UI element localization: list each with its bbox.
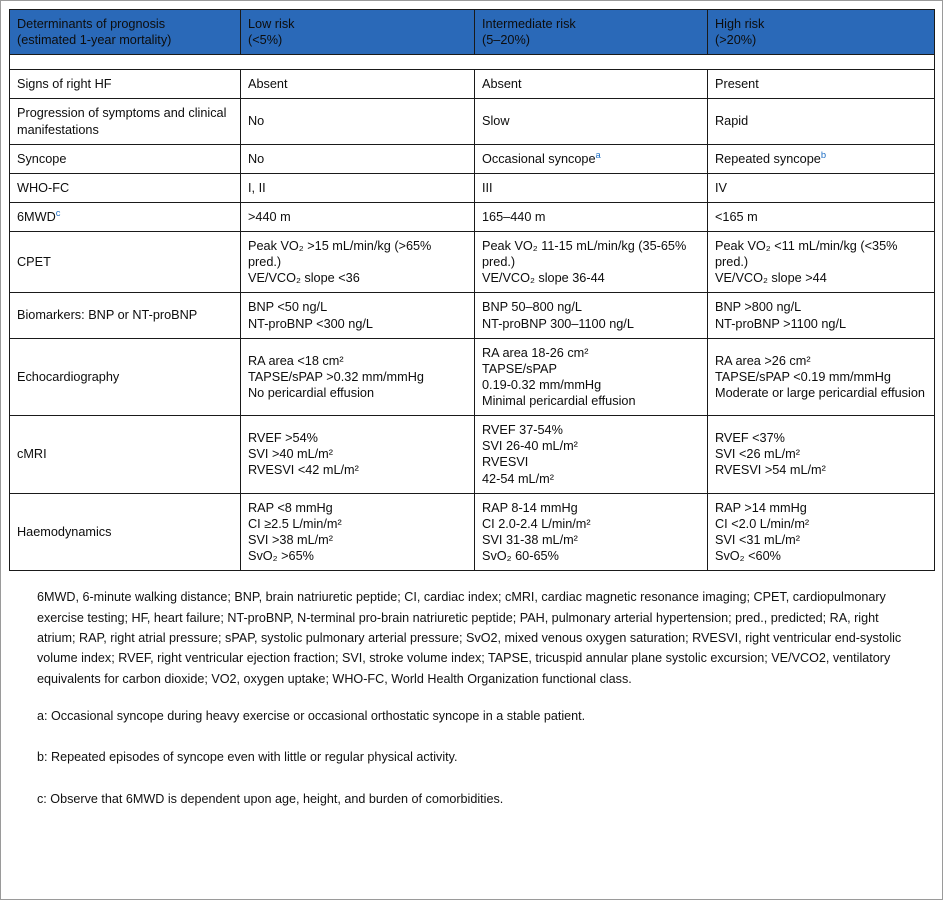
footnote-marker-c: c <box>55 206 61 218</box>
cell-line: TAPSE/sPAP <0.19 mm/mmHg <box>715 369 891 384</box>
table-body <box>10 55 935 571</box>
row-label-text: Syncope <box>17 151 67 166</box>
table-row <box>10 493 935 571</box>
footnote-marker-b: b <box>820 148 827 160</box>
table-row <box>10 416 935 494</box>
cell-intermediate-risk <box>475 416 708 494</box>
cell-line: CI ≥2.5 L/min/m² <box>248 516 342 531</box>
cell-line: 42-54 mL/m² <box>482 471 554 486</box>
cell-low-risk <box>241 416 475 494</box>
cell-line: TAPSE/sPAP >0.32 mm/mmHg <box>248 369 424 384</box>
cell-intermediate-risk <box>475 293 708 338</box>
row-label <box>10 173 241 202</box>
cell-low-risk <box>241 202 475 231</box>
cell-line: Absent <box>482 77 522 92</box>
cell-intermediate-risk <box>475 173 708 202</box>
row-label-text: WHO-FC <box>17 180 70 195</box>
cell-line: RVESVI <box>482 455 529 470</box>
cell-line: Rapid <box>715 114 749 129</box>
row-label-text: cMRI <box>17 447 47 462</box>
cell-line: CI <2.0 L/min/m² <box>715 516 810 531</box>
cell-low-risk <box>241 293 475 338</box>
cell-line: RAP <8 mmHg <box>248 500 333 515</box>
cell-line: TAPSE/sPAP <box>482 361 557 376</box>
cell-line: 0.19-0.32 mm/mmHg <box>482 377 602 392</box>
cell-line: SvO₂ <60% <box>715 549 781 563</box>
table-notes <box>9 571 933 809</box>
cell-line: No pericardial effusion <box>248 385 375 400</box>
cell-line: Slow <box>482 114 510 129</box>
cell-line: RA area 18-26 cm² <box>482 345 589 360</box>
cell-intermediate-risk <box>475 144 708 173</box>
table-row <box>10 338 935 416</box>
table-row <box>10 293 935 338</box>
row-label <box>10 293 241 338</box>
section-header-row <box>10 55 935 70</box>
cell-line: IV <box>715 180 727 195</box>
cell-line: SVI 26-40 mL/m² <box>482 439 578 454</box>
cell-high-risk <box>708 70 935 99</box>
cell-low-risk <box>241 144 475 173</box>
cell-line: BNP <50 ng/L <box>248 300 328 315</box>
cell-high-risk <box>708 99 935 144</box>
row-label-text: Biomarkers: BNP or NT-proBNP <box>17 308 198 323</box>
cell-high-risk <box>708 338 935 416</box>
cell-high-risk <box>708 173 935 202</box>
section-title <box>10 55 935 70</box>
cell-line: RVEF 37-54% <box>482 423 563 438</box>
cell-line: No <box>248 151 265 166</box>
header-line-2: (5–20%) <box>482 33 530 48</box>
table-header <box>10 10 935 55</box>
footnote-a: a: Occasional syncope during heavy exercise or occasional orthostatic syncope in a stable patient. <box>37 709 586 724</box>
header-line-1: Low risk <box>248 17 295 31</box>
cell-line: SVI <26 mL/m² <box>715 447 800 462</box>
cell-line: SvO₂ 60-65% <box>482 549 559 563</box>
footnote-c: c: Observe that 6MWD is dependent upon age, height, and burden of comorbidities. <box>37 791 504 806</box>
cell-line: Present <box>715 77 759 92</box>
cell-line: Minimal pericardial effusion <box>482 394 636 408</box>
footnote-marker-a: a <box>595 148 601 160</box>
cell-line: RAP 8-14 mmHg <box>482 500 578 515</box>
column-header-low-risk <box>241 10 475 55</box>
cell-intermediate-risk <box>475 232 708 293</box>
cell-intermediate-risk <box>475 70 708 99</box>
row-label <box>10 232 241 293</box>
risk-assessment-table <box>9 9 935 571</box>
cell-line: Repeated syncope$^b$ <box>715 148 827 166</box>
header-line-1: Determinants of prognosis <box>17 17 166 31</box>
row-label-text: Haemodynamics <box>17 524 112 539</box>
cell-line: NT-proBNP 300–1100 ng/L <box>482 316 634 331</box>
cell-low-risk <box>241 338 475 416</box>
row-label <box>10 70 241 99</box>
row-label <box>10 416 241 494</box>
cell-line: RA area <18 cm² <box>248 353 344 368</box>
cell-line: RVESVI <42 mL/m² <box>248 463 359 478</box>
cell-line: VE/VCO₂ slope >44 <box>715 271 827 286</box>
cell-line: VE/VCO₂ slope <36 <box>248 271 360 286</box>
cell-line: NT-proBNP <300 ng/L <box>248 316 373 331</box>
table-row <box>10 173 935 202</box>
cell-line: 165–440 m <box>482 209 546 224</box>
cell-high-risk <box>708 493 935 571</box>
cell-low-risk <box>241 493 475 571</box>
header-line-1: High risk <box>715 17 765 31</box>
row-label-text: Progression of symptoms and clinical manifestations <box>17 106 227 137</box>
column-header-high-risk <box>708 10 935 55</box>
cell-line: SVI 31-38 mL/m² <box>482 532 578 547</box>
header-line-2: (>20%) <box>715 33 757 48</box>
table-row <box>10 70 935 99</box>
cell-high-risk <box>708 144 935 173</box>
cell-line: III <box>482 180 493 195</box>
footnote-b: b: Repeated episodes of syncope even with little or regular physical activity. <box>37 750 458 765</box>
row-label <box>10 144 241 173</box>
cell-high-risk <box>708 416 935 494</box>
page-content <box>1 1 942 809</box>
table-row <box>10 144 935 173</box>
cell-intermediate-risk <box>475 338 708 416</box>
cell-line: SVI >38 mL/m² <box>248 532 333 547</box>
cell-low-risk <box>241 99 475 144</box>
header-line-1: Intermediate risk <box>482 17 576 31</box>
row-label <box>10 202 241 231</box>
cell-line: >440 m <box>248 209 291 224</box>
row-label-text: 6MWD <box>17 209 56 224</box>
row-label-text: CPET <box>17 255 51 270</box>
cell-low-risk <box>241 173 475 202</box>
row-label <box>10 99 241 144</box>
cell-line: VE/VCO₂ slope 36-44 <box>482 271 605 286</box>
cell-line: RVEF >54% <box>248 431 318 446</box>
header-line-2: (<5%) <box>248 33 283 48</box>
cell-low-risk <box>241 232 475 293</box>
cell-line: I, II <box>248 180 266 195</box>
cell-line: RA area >26 cm² <box>715 353 811 368</box>
header-line-2: (estimated 1-year mortality) <box>17 33 172 48</box>
cell-high-risk <box>708 202 935 231</box>
abbreviations-note: 6MWD, 6-minute walking distance; BNP, brain natriuretic peptide; CI, cardiac index; cMRI, cardiac magnetic resonance imaging; CPET, cardiopulmonary exercise testing; HF, heart failure; NT-proBNP, N-terminal pro-brain natriuretic peptide; PAH, pulmonary arterial hypertension; pred., predicted; RA, right atrium; RAP, right atrial pressure; sPAP, systolic pulmonary arterial pressure; SvO2, mixed venous oxygen saturation; RVESVI, right ventricular end-systolic volume index; RVEF, right ventricular ejection fraction; SVI, stroke volume index; TAPSE, tricuspid annular plane systolic excursion; VE/VCO2, ventilatory equivalents for carbon dioxide; VO2, oxygen uptake; WHO-FC, World Health Organization functional class. <box>37 590 902 686</box>
cell-line: BNP 50–800 ng/L <box>482 300 582 315</box>
cell-line: CI 2.0-2.4 L/min/m² <box>482 516 591 531</box>
cell-line: SvO₂ >65% <box>248 549 314 563</box>
cell-line: NT-proBNP >1100 ng/L <box>715 316 847 331</box>
cell-line: SVI >40 mL/m² <box>248 447 333 462</box>
cell-line: SVI <31 mL/m² <box>715 532 800 547</box>
cell-intermediate-risk <box>475 493 708 571</box>
cell-line: Absent <box>248 77 288 92</box>
cell-line: No <box>248 114 265 129</box>
cell-line: RVEF <37% <box>715 431 785 446</box>
row-label <box>10 493 241 571</box>
row-label-text: Signs of right HF <box>17 77 112 92</box>
cell-line: Occasional syncope$^a$ <box>482 148 601 166</box>
cell-line: RVESVI >54 mL/m² <box>715 463 826 478</box>
row-label <box>10 338 241 416</box>
cell-low-risk <box>241 70 475 99</box>
table-row <box>10 202 935 231</box>
cell-line: BNP >800 ng/L <box>715 300 802 315</box>
cell-line: Peak VO₂ >15 mL/min/kg (>65% pred.) <box>248 239 432 270</box>
cell-line: RAP >14 mmHg <box>715 500 807 515</box>
table-row <box>10 232 935 293</box>
header-row <box>10 10 935 55</box>
cell-high-risk <box>708 293 935 338</box>
column-header-intermediate-risk <box>475 10 708 55</box>
column-header-determinants <box>10 10 241 55</box>
table-row <box>10 99 935 144</box>
cell-line: Peak VO₂ 11-15 mL/min/kg (35-65% pred.) <box>482 239 687 270</box>
cell-high-risk <box>708 232 935 293</box>
cell-line: Peak VO₂ <11 mL/min/kg (<35% pred.) <box>715 239 898 270</box>
row-label-text: Echocardiography <box>17 369 120 384</box>
cell-line: <165 m <box>715 209 758 224</box>
cell-intermediate-risk <box>475 202 708 231</box>
cell-intermediate-risk <box>475 99 708 144</box>
cell-line: Moderate or large pericardial effusion <box>715 385 925 400</box>
